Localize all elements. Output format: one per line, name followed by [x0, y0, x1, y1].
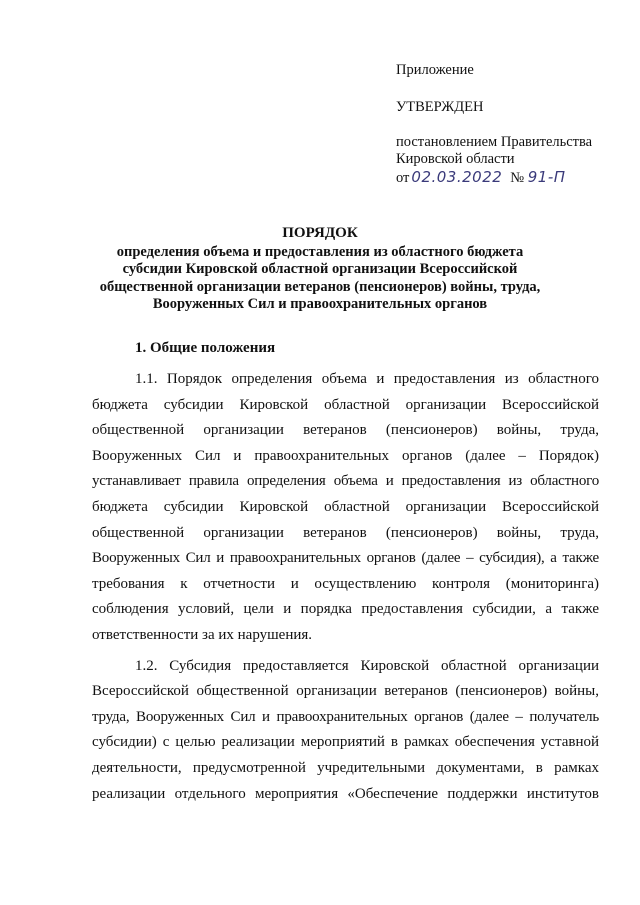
text-line: реализации отдельного мероприятия «Обеспечение поддержки институтов: [92, 785, 599, 802]
text-line: 1.2. Субсидия предоставляется Кировской областной организации: [135, 657, 599, 674]
text-line: устанавливает правила определения объема и предоставления из областного: [92, 473, 599, 490]
text-line: деятельности, предусмотренной учредительными документами, в рамках: [92, 759, 599, 776]
date-number-line: [396, 169, 626, 187]
title-line-2: субсидии Кировской областной организации Всероссийской: [122, 261, 518, 278]
text-line: Вооруженных Сил и правоохранительных органов (далее – субсидия), а также: [92, 550, 599, 567]
approval-block: [396, 62, 626, 187]
text-line: 1.1. Порядок определения объема и предоставления из областного: [135, 371, 599, 387]
text-line: труда, Вооруженных Сил и правоохранительных органов (далее – получатель: [92, 708, 599, 725]
text-line: субсидии) с целью реализации мероприятий в рамках обеспечения уставной: [92, 734, 599, 751]
document-title: ПОРЯДОК: [282, 225, 358, 241]
title-line-4: Вооруженных Сил и правоохранительных органов: [152, 296, 488, 313]
text-line: бюджета субсидии Кировской областной организации Всероссийской: [92, 396, 599, 413]
paragraph-1-2: [92, 654, 599, 808]
text-line: бюджета субсидии Кировской областной организации Всероссийской: [92, 498, 599, 515]
approved-by-line: постановлением Правительства: [396, 134, 593, 150]
text-line: общественной организации ветеранов (пенсионеров) войны, труда,: [92, 422, 599, 439]
text-line: Всероссийской общественной организации ветеранов (пенсионеров) войны,: [92, 683, 599, 700]
handwritten-number: 91-П: [527, 168, 566, 186]
appendix-label: Приложение: [396, 62, 474, 78]
approved-label: УТВЕРЖДЕН: [396, 99, 484, 115]
text-line: соблюдения условий, цели и порядка предоставления субсидии, а также: [92, 601, 599, 618]
number-prefix: №: [510, 170, 525, 186]
paragraph-1-1: [92, 367, 599, 649]
body-text: [92, 367, 599, 807]
text-line: требования к отчетности и осуществлению контроля (мониторинга): [92, 575, 599, 592]
text-line: ответственности за их нарушения.: [92, 626, 313, 643]
date-prefix: от: [396, 170, 410, 186]
title-line-1: определения объема и предоставления из областного бюджета: [116, 243, 524, 260]
document-title-block: [80, 225, 560, 314]
section-heading: 1. Общие положения: [135, 340, 276, 356]
text-line: общественной организации ветеранов (пенсионеров) войны, труда,: [92, 524, 599, 541]
title-line-3: общественной организации ветеранов (пенсионеров) войны, труда,: [99, 278, 541, 295]
region-line: Кировской области: [396, 151, 515, 167]
handwritten-date: 02.03.2022: [411, 168, 503, 186]
text-line: Вооруженных Сил и правоохранительных органов (далее – Порядок): [92, 447, 599, 464]
